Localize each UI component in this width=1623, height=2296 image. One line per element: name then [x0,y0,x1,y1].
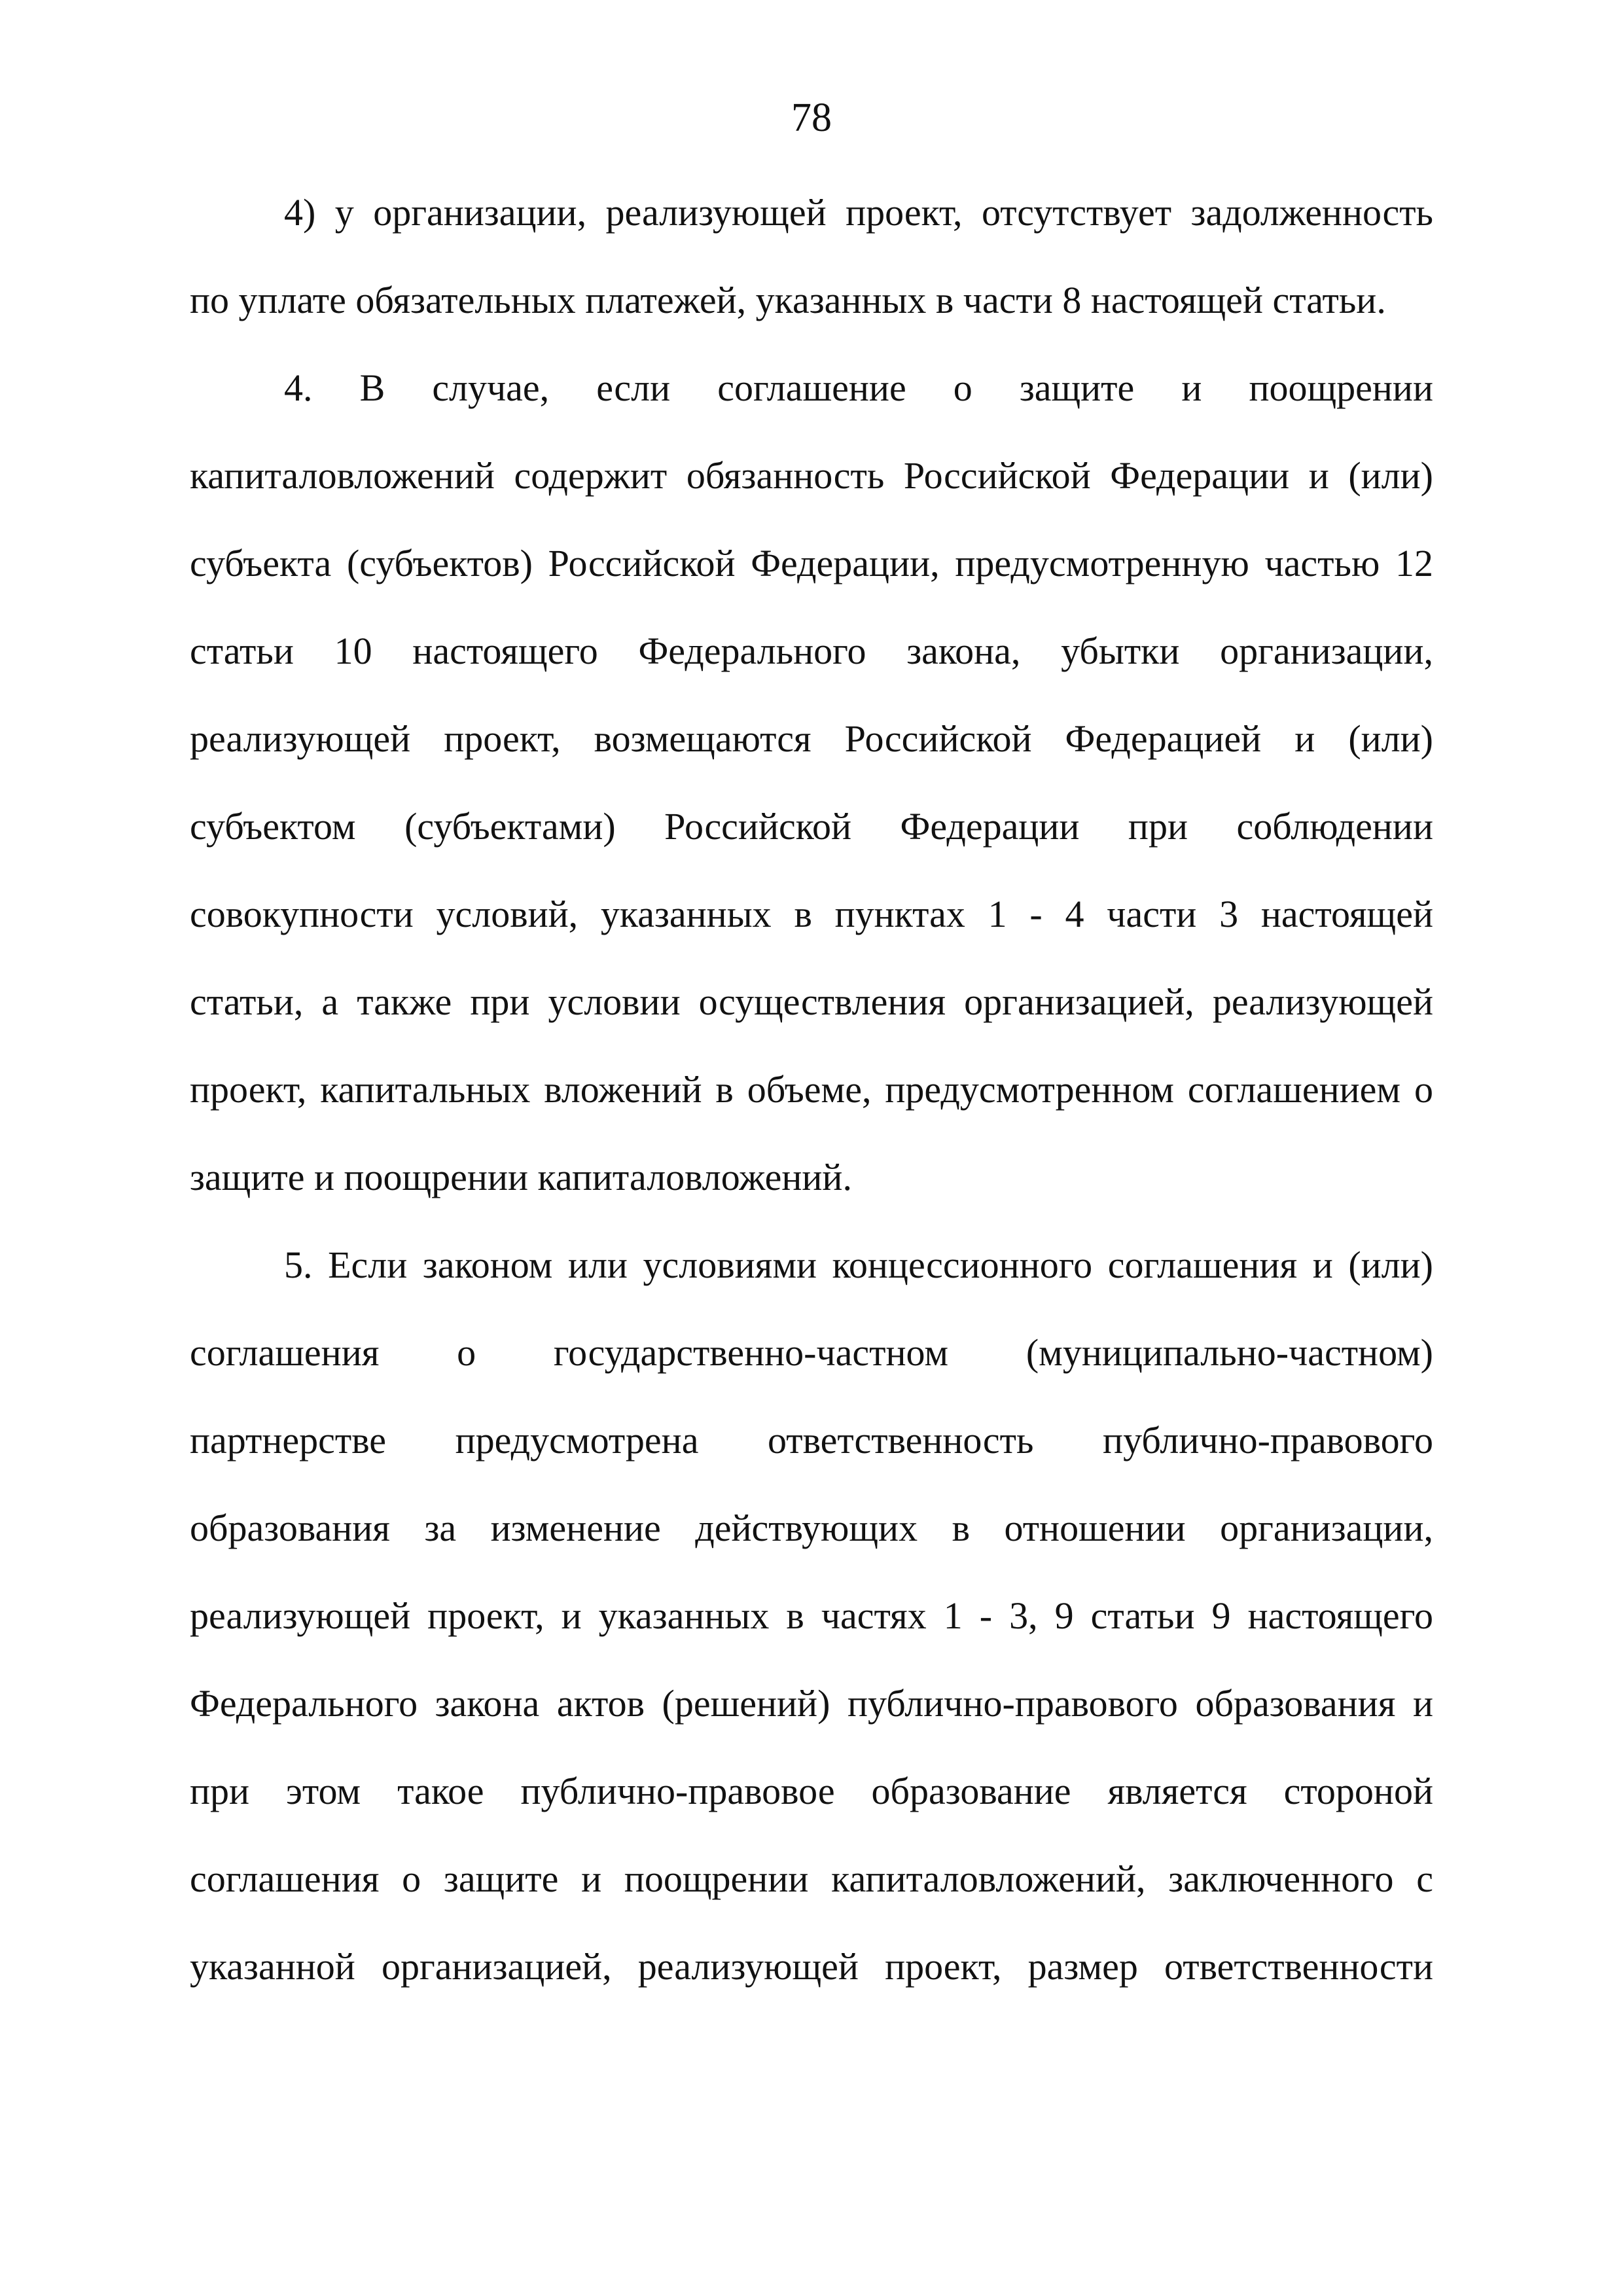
text-line: субъектом (субъектами) Российской Федерации при соблюдении [190,805,1433,848]
text-line: 5. Если законом или условиями концессионного соглашения и (или) [284,1244,1433,1286]
paragraph-item-4 [190,169,1433,344]
text-line: совокупности условий, указанных в пунктах 1 - 4 части 3 настоящей [190,893,1433,935]
paragraph-part-5 [190,1221,1433,2011]
text-line: указанной организацией, реализующей проект, размер ответственности [190,1945,1433,1988]
text-line: по уплате обязательных платежей, указанных в части 8 настоящей статьи. [190,279,1386,321]
text-line: статьи 10 настоящего Федерального закона, убытки организации, [190,630,1433,672]
text-line: 4. В случае, если соглашение о защите и поощрении [284,367,1433,409]
paragraph-part-4 [190,344,1433,1221]
text-line: защите и поощрении капиталовложений. [190,1156,852,1198]
text-line: соглашения о государственно-частном (муниципально-частном) [190,1331,1433,1374]
text-line: капиталовложений содержит обязанность Российской Федерации и (или) [190,454,1433,497]
page-number: 78 [791,96,832,140]
text-line: Федерального закона актов (решений) публично-правового образования и [190,1682,1433,1725]
text-line: субъекта (субъектов) Российской Федерации, предусмотренную частью 12 [190,542,1433,584]
text-line: партнерстве предусмотрена ответственность публично-правового [190,1419,1433,1462]
text-line: соглашения о защите и поощрении капиталовложений, заключенного с [190,1857,1433,1900]
text-line: образования за изменение действующих в отношении организации, [190,1507,1433,1549]
text-line: реализующей проект, и указанных в частях 1 - 3, 9 статьи 9 настоящего [190,1594,1433,1637]
text-line: статьи, а также при условии осуществления организацией, реализующей [190,980,1433,1023]
text-line: проект, капитальных вложений в объеме, предусмотренном соглашением о [190,1068,1433,1111]
text-line: при этом такое публично-правовое образование является стороной [190,1770,1433,1812]
text-line: реализующей проект, возмещаются Российской Федерацией и (или) [190,717,1433,760]
text-line: 4) у организации, реализующей проект, отсутствует задолженность [284,191,1433,234]
